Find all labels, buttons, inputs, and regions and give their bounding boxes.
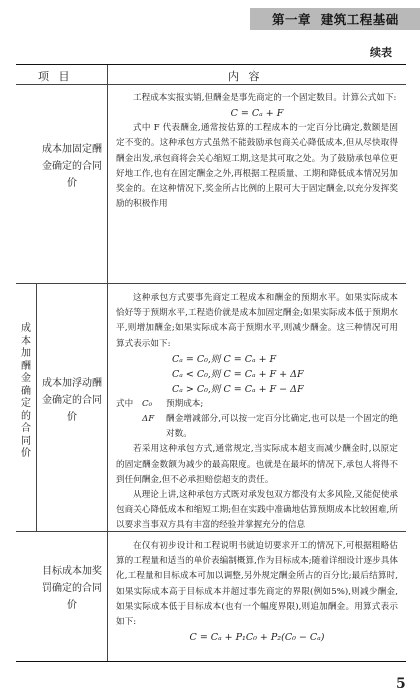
definition-prefix bbox=[116, 412, 142, 442]
definition-row bbox=[116, 412, 398, 442]
continued-label: 续表 bbox=[370, 46, 392, 59]
row-label-fixed-fee: 成本加固定酬金确定的合同价 bbox=[42, 144, 102, 189]
formula: Cₐ > C₀,则 C = Cₐ + F − ΔF bbox=[172, 383, 304, 395]
definition-symbol: ΔF bbox=[142, 414, 155, 425]
paragraph: 若采用这种承包方式,通常规定,当实际成本超支而减少酬金时,以原定的固定酬金数额为减少的最高限度。也就是在最坏的情况下,承包人将得不到任何酬金,但不必承担赔偿超支的责任。 bbox=[116, 444, 398, 485]
row-label-floating-fee: 成本加浮动酬金确定的合同价 bbox=[42, 378, 102, 423]
formula: Cₐ < C₀,则 C = Cₐ + F + ΔF bbox=[172, 368, 304, 380]
definition-text: 酬金增减部分,可以按一定百分比确定,也可以是一个固定的绝对数。 bbox=[166, 414, 398, 440]
definition-row bbox=[116, 397, 398, 412]
row-divider-1 bbox=[16, 283, 406, 284]
paragraph: 从理论上讲,这种承包方式既对承发包双方都没有太多风险,又能促使承包商关心降低成本和缩短工期;但在实践中准确地估算预期成本比较困难,所以要求当事双方具有丰富的经验并掌握充分的信息 bbox=[116, 490, 398, 531]
definition-prefix: 式中 bbox=[116, 398, 134, 409]
definition-text: 预期成本; bbox=[166, 398, 204, 409]
row-content-floating-fee bbox=[116, 291, 398, 534]
group-divider bbox=[36, 283, 37, 531]
paragraph: 工程成本实报实销,但酬金是事先商定的一个固定数目。计算公式如下: bbox=[133, 93, 397, 103]
chapter-title bbox=[272, 10, 399, 28]
formula: Cₐ = C₀,则 C = Cₐ + F bbox=[172, 353, 277, 365]
paragraph: 在仅有初步设计和工程说明书就迫切要求开工的情况下,可根据粗略估算的工程量和适当的单价表编制概算,作为目标成本;随着详细设计逐步具体化,工程量和目标成本可加以调整,另外规定酬金所占的百分比;最后结算时,如果实际成本高于目标成本并超过事先商定的界限(例如5%),则减少酬金,如果实际成本低于目标成本(也有一个幅度界限),则追加酬金。用算式表示如下: bbox=[116, 541, 398, 628]
content-table bbox=[16, 64, 406, 662]
formula: C = Cₐ + F bbox=[230, 108, 284, 120]
col-header-content: 内 容 bbox=[228, 70, 263, 83]
row-label-target-cost: 目标成本加奖罚确定的合同价 bbox=[42, 566, 102, 611]
definition-symbol: C₀ bbox=[142, 398, 153, 409]
header-divider bbox=[16, 84, 406, 85]
row-content-fixed-fee bbox=[116, 91, 398, 212]
chapter-name: 建筑工程基础 bbox=[320, 12, 399, 27]
formula: C = Cₐ + P₁C₀ + P₂(C₀ − Cₐ) bbox=[189, 632, 325, 644]
column-divider bbox=[107, 84, 108, 661]
col-header-item: 项 目 bbox=[38, 70, 73, 83]
paragraph: 这种承包方式要事先商定工程成本和酬金的预期水平。如果实际成本恰好等于预期水平,工程造价就是成本加固定酬金;如果实际成本低于预期水平,则增加酬金;如果实际成本高于预期水平,则减少酬金。这三种情况可用算式表示如下: bbox=[116, 293, 398, 349]
chapter-number: 第一章 bbox=[272, 12, 312, 27]
header-column-divider bbox=[107, 65, 108, 84]
group-label: 成本加酬金确定的合同价 bbox=[21, 323, 31, 459]
page-number: 5 bbox=[396, 676, 406, 692]
row-content-target-cost bbox=[116, 539, 398, 645]
paragraph: 式中 F 代表酬金,通常按估算的工程成本的一定百分比确定,数额是固定不变的。这种承包方式虽然不能鼓励承包商关心降低成本,但从尽快取得酬金出发,承包商将会关心缩短工期,这是其可取之处。为了鼓励承包单位更好地工作,也有在固定酬金之外,再根据工程质量、工期和降低成本情况另加奖金的。在这种情况下,奖金所占比例的上限可大于固定酬金,以充分发挥奖励的积极作用 bbox=[116, 123, 398, 210]
